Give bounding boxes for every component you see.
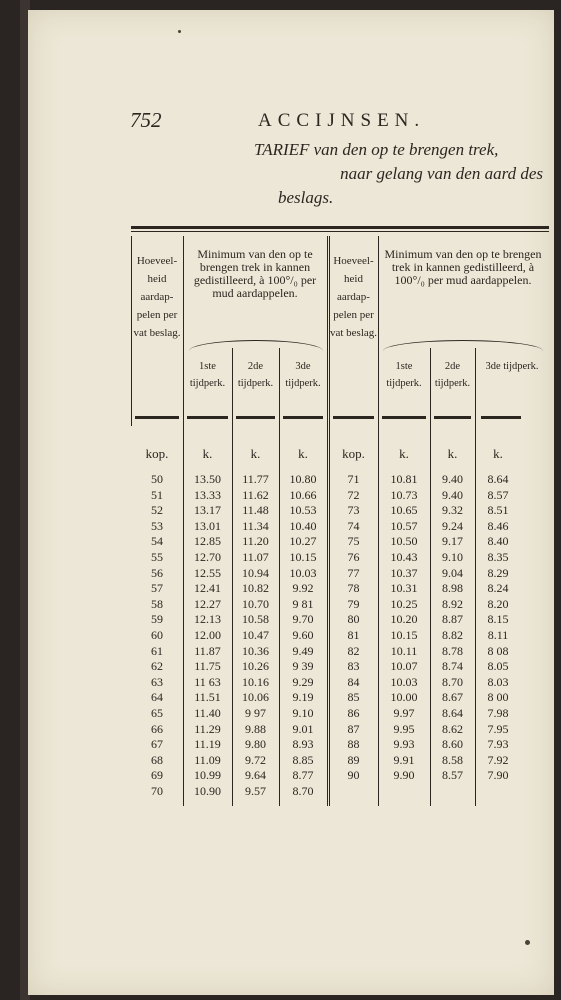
table-cell: 65 [151, 705, 163, 720]
table-cell: 10.80 [289, 472, 317, 486]
table-cell: 64 [151, 690, 163, 705]
right-quantity-header: Hoeveel-heid aardap-pelen per vat beslag. [329, 255, 378, 339]
table-cell: 10.66 [289, 487, 317, 502]
table-cell: 51 [151, 487, 163, 502]
table-cell: 10.73 [390, 487, 418, 502]
table-cell: 54 [151, 534, 163, 549]
table-cell: 8.74 [442, 659, 463, 674]
table-cell: 9.10 [442, 549, 463, 564]
table-cell: 9.80 [245, 737, 266, 752]
table-cell: 8.98 [442, 581, 463, 596]
column-rule [283, 416, 323, 419]
table-cell: 9.70 [292, 612, 314, 627]
table-cell: 9 97 [245, 705, 266, 720]
table-top-rule-thin [131, 231, 549, 232]
table-cell: 8.46 [487, 518, 509, 533]
table-cell: 9.04 [442, 565, 463, 580]
table-cell: 11.34 [242, 518, 269, 533]
table-cell: 10.99 [194, 768, 221, 783]
table-cell: 7.95 [487, 721, 509, 736]
unit-k-right-2: k. [447, 446, 458, 461]
table-cell: 76 [347, 549, 360, 564]
table-cell: 9.91 [393, 752, 415, 767]
table-cell: 69 [151, 768, 163, 783]
column-right-kop [329, 472, 378, 784]
table-cell: 10.06 [242, 690, 269, 705]
table-cell: 8.05 [487, 659, 509, 674]
table-cell: 8.15 [487, 612, 509, 627]
title-line-2: naar gelang van den aard des [340, 164, 543, 183]
table-cell: 10.36 [242, 643, 269, 658]
unit-kop-right: kop. [342, 446, 365, 461]
table-cell: 10.37 [390, 565, 418, 580]
table-cell: 13.01 [194, 518, 221, 533]
table-cell: 8.70 [442, 674, 463, 689]
table-cell: 9.57 [245, 783, 266, 798]
table-cell: 10.81 [390, 472, 418, 486]
column-right-period-3 [475, 472, 521, 784]
table-cell: 12.55 [194, 565, 221, 580]
table-cell: 12.27 [194, 596, 221, 611]
table-cell: 11.29 [194, 721, 221, 736]
table-top-rule-thick [131, 226, 549, 229]
table-cell: 9.95 [393, 721, 415, 736]
table-cell: 11.40 [194, 705, 221, 720]
unit-k-left-2: k. [250, 446, 261, 461]
table-cell: 12.13 [194, 612, 221, 627]
table-cell: 8.24 [487, 581, 509, 596]
table-cell: 8.35 [487, 549, 509, 564]
table-cell: 10.82 [242, 581, 269, 596]
column-rule [333, 416, 374, 419]
table-cell: 70 [151, 783, 163, 798]
table-cell: 68 [151, 752, 163, 767]
table-cell: 11.77 [242, 472, 269, 486]
column-left-kop [131, 472, 183, 799]
table-cell: 72 [347, 487, 360, 502]
table-cell: 50 [151, 472, 163, 486]
table-cell: 9.19 [292, 690, 314, 705]
table-cell: 66 [151, 721, 163, 736]
table-cell: 78 [347, 581, 360, 596]
table-cell: 7.93 [487, 737, 509, 752]
table-cell: 8.40 [487, 534, 509, 549]
table-cell: 10.00 [390, 690, 418, 705]
left-minimum-header: Minimum van den op te brengen trek in kannen gedistilleerd, à 100°/₀ per mud aardappelen. [193, 247, 317, 300]
table-cell: 12.00 [194, 627, 221, 642]
right-header-brace [383, 340, 543, 351]
unit-k-right-3: k. [493, 446, 503, 461]
table-cell: 10.47 [242, 627, 269, 642]
table-cell: 9.60 [292, 627, 314, 642]
table-cell: 8.57 [442, 768, 463, 783]
table-cell: 10.40 [289, 518, 317, 533]
table-cell: 8.85 [292, 752, 314, 767]
column-rule [187, 416, 228, 419]
table-cell: 52 [151, 503, 163, 518]
table-cell: 10.03 [390, 674, 418, 689]
table-cell: 8.03 [487, 674, 509, 689]
table-cell: 62 [151, 659, 163, 674]
right-period-3-header: 3de tijdperk. [485, 361, 539, 372]
table-cell: 10.03 [289, 565, 317, 580]
unit-k-right-1: k. [399, 446, 409, 461]
table-cell: 10.11 [390, 643, 418, 658]
table-cell: 9.24 [442, 518, 463, 533]
table-cell: 9.88 [245, 721, 266, 736]
table-cell: 13.33 [194, 487, 221, 502]
table-cell: 11.87 [194, 643, 221, 658]
table-cell: 11.75 [194, 659, 221, 674]
right-period-1-header: 1ste tijdperk. [386, 361, 422, 389]
right-minimum-header: Minimum van den op te brengen trek in kannen gedistilleerd, à 100°/₀ per mud aardappelen. [384, 247, 542, 287]
column-rule [434, 416, 471, 419]
table-cell: 10.57 [390, 518, 418, 533]
column-rule [382, 416, 426, 419]
table-cell: 11.07 [242, 549, 269, 564]
table-cell: 10.90 [194, 783, 221, 798]
table-cell: 9 81 [292, 596, 314, 611]
table-cell: 10.20 [390, 612, 418, 627]
table-cell: 10.15 [289, 549, 317, 564]
table-cell: 11.09 [194, 752, 221, 767]
table-cell: 55 [151, 549, 163, 564]
table-cell: 9.40 [442, 472, 463, 486]
table-cell: 85 [347, 690, 360, 705]
table-cell: 10.16 [242, 674, 269, 689]
column-right-period-1 [378, 472, 430, 784]
column-rule [481, 416, 521, 419]
table-cell: 9.29 [292, 674, 314, 689]
column-left-period-3 [279, 472, 327, 799]
table-cell: 9.72 [245, 752, 266, 767]
table-cell: 9.97 [393, 705, 415, 720]
table-cell: 11.51 [194, 690, 221, 705]
table-cell: 11.20 [242, 534, 269, 549]
table-cell: 10.53 [289, 503, 317, 518]
table-cell: 10.31 [390, 581, 418, 596]
unit-k-left-3: k. [298, 446, 308, 461]
left-header-brace [189, 340, 323, 351]
table-cell: 7.98 [487, 705, 509, 720]
table-cell: 8.78 [442, 643, 463, 658]
table-cell: 11.48 [242, 503, 269, 518]
table-cell: 9.32 [442, 503, 463, 518]
table-cell: 81 [347, 627, 360, 642]
table-cell: 8.51 [487, 503, 509, 518]
unit-kop-left: kop. [145, 446, 169, 461]
table-cell: 9.10 [292, 705, 314, 720]
table-cell: 12.41 [194, 581, 221, 596]
table-cell: 83 [347, 659, 360, 674]
table-cell: 56 [151, 565, 163, 580]
table-title [218, 138, 543, 210]
page-header [28, 108, 554, 138]
table-cell: 10.70 [242, 596, 269, 611]
table-cell: 71 [347, 472, 360, 486]
table-cell: 7.92 [487, 752, 509, 767]
table-cell: 13.50 [194, 472, 221, 486]
table-cell: 9.93 [393, 737, 415, 752]
table-cell: 9.49 [292, 643, 314, 658]
right-period-2-header: 2de tijdperk. [434, 361, 471, 389]
table-cell: 8.29 [487, 565, 509, 580]
table-cell: 10.94 [242, 565, 269, 580]
table-cell: 8.77 [292, 768, 314, 783]
table-cell: 57 [151, 581, 163, 596]
table-cell: 10.26 [242, 659, 269, 674]
table-cell: 61 [151, 643, 163, 658]
table-cell: 11.62 [242, 487, 269, 502]
page-number: 752 [130, 108, 162, 132]
left-period-2-header: 2de tijdperk. [237, 361, 274, 389]
table-cell: 74 [347, 518, 360, 533]
table-cell: 10.07 [390, 659, 418, 674]
table-cell: 89 [347, 752, 360, 767]
table-cell: 8.64 [487, 472, 509, 486]
table-cell: 63 [151, 674, 163, 689]
column-left-period-1 [183, 472, 232, 799]
table-cell: 80 [347, 612, 360, 627]
table-cell: 8.11 [487, 627, 509, 642]
table-cell: 8.64 [442, 705, 463, 720]
table-cell: 8.58 [442, 752, 463, 767]
left-period-3-header: 3de tijdperk. [285, 361, 321, 389]
table-cell: 8.87 [442, 612, 463, 627]
column-rule [135, 416, 179, 419]
table-cell: 11.19 [194, 737, 221, 752]
table-cell: 86 [347, 705, 360, 720]
title-line-3: beslags. [278, 188, 334, 207]
table-cell: 8 00 [487, 690, 509, 705]
table-cell: 12.70 [194, 549, 221, 564]
table-cell: 9.64 [245, 768, 266, 783]
table-cell: 11 63 [194, 674, 221, 689]
table-cell: 8.82 [442, 627, 463, 642]
column-rule [236, 416, 275, 419]
paper-speck [525, 940, 530, 945]
table-cell: 75 [347, 534, 360, 549]
unit-k-left-1: k. [202, 446, 213, 461]
table-cell: 10.50 [390, 534, 418, 549]
table-cell: 10.15 [390, 627, 418, 642]
table-cell: 8.62 [442, 721, 463, 736]
left-quantity-header: Hoeveel-heid aardap-pelen per vat beslag. [133, 255, 181, 339]
table-cell: 9.40 [442, 487, 463, 502]
left-period-1-header: 1ste tijdperk. [189, 361, 226, 389]
table-cell: 12.85 [194, 534, 221, 549]
table-cell: 77 [347, 565, 360, 580]
table-cell: 8.92 [442, 596, 463, 611]
table-cell: 90 [347, 768, 360, 783]
column-left-period-2 [232, 472, 279, 799]
table-cell: 8 08 [487, 643, 509, 658]
table-cell: 87 [347, 721, 360, 736]
table-cell: 8.60 [442, 737, 463, 752]
table-cell: 60 [151, 627, 163, 642]
table-cell: 10.65 [390, 503, 418, 518]
table-cell: 88 [347, 737, 360, 752]
paper-speck [178, 30, 181, 33]
table-cell: 8.93 [292, 737, 314, 752]
table-cell: 9.90 [393, 768, 415, 783]
table-cell: 9.01 [292, 721, 314, 736]
table-cell: 58 [151, 596, 163, 611]
table-cell: 10.27 [289, 534, 317, 549]
table-cell: 8.57 [487, 487, 509, 502]
title-line-1: TARIEF van den op te brengen trek, [254, 140, 499, 159]
table-cell: 73 [347, 503, 360, 518]
tariff-table [131, 236, 549, 806]
table-cell: 7.90 [487, 768, 509, 783]
table-cell: 82 [347, 643, 360, 658]
table-cell: 67 [151, 737, 163, 752]
table-cell: 8.20 [487, 596, 509, 611]
table-cell: 13.17 [194, 503, 221, 518]
table-cell: 79 [347, 596, 360, 611]
column-right-period-2 [430, 472, 475, 784]
table-cell: 8.67 [442, 690, 463, 705]
running-head: ACCIJNSEN. [258, 110, 426, 131]
document-page [28, 10, 554, 995]
table-cell: 9.17 [442, 534, 463, 549]
table-cell: 59 [151, 612, 163, 627]
table-cell: 53 [151, 518, 163, 533]
table-cell: 9 39 [292, 659, 314, 674]
table-cell: 10.58 [242, 612, 269, 627]
table-cell: 8.70 [292, 783, 314, 798]
table-cell: 10.25 [390, 596, 418, 611]
table-cell: 9.92 [292, 581, 314, 596]
table-cell: 10.43 [390, 549, 418, 564]
table-cell: 84 [347, 674, 360, 689]
